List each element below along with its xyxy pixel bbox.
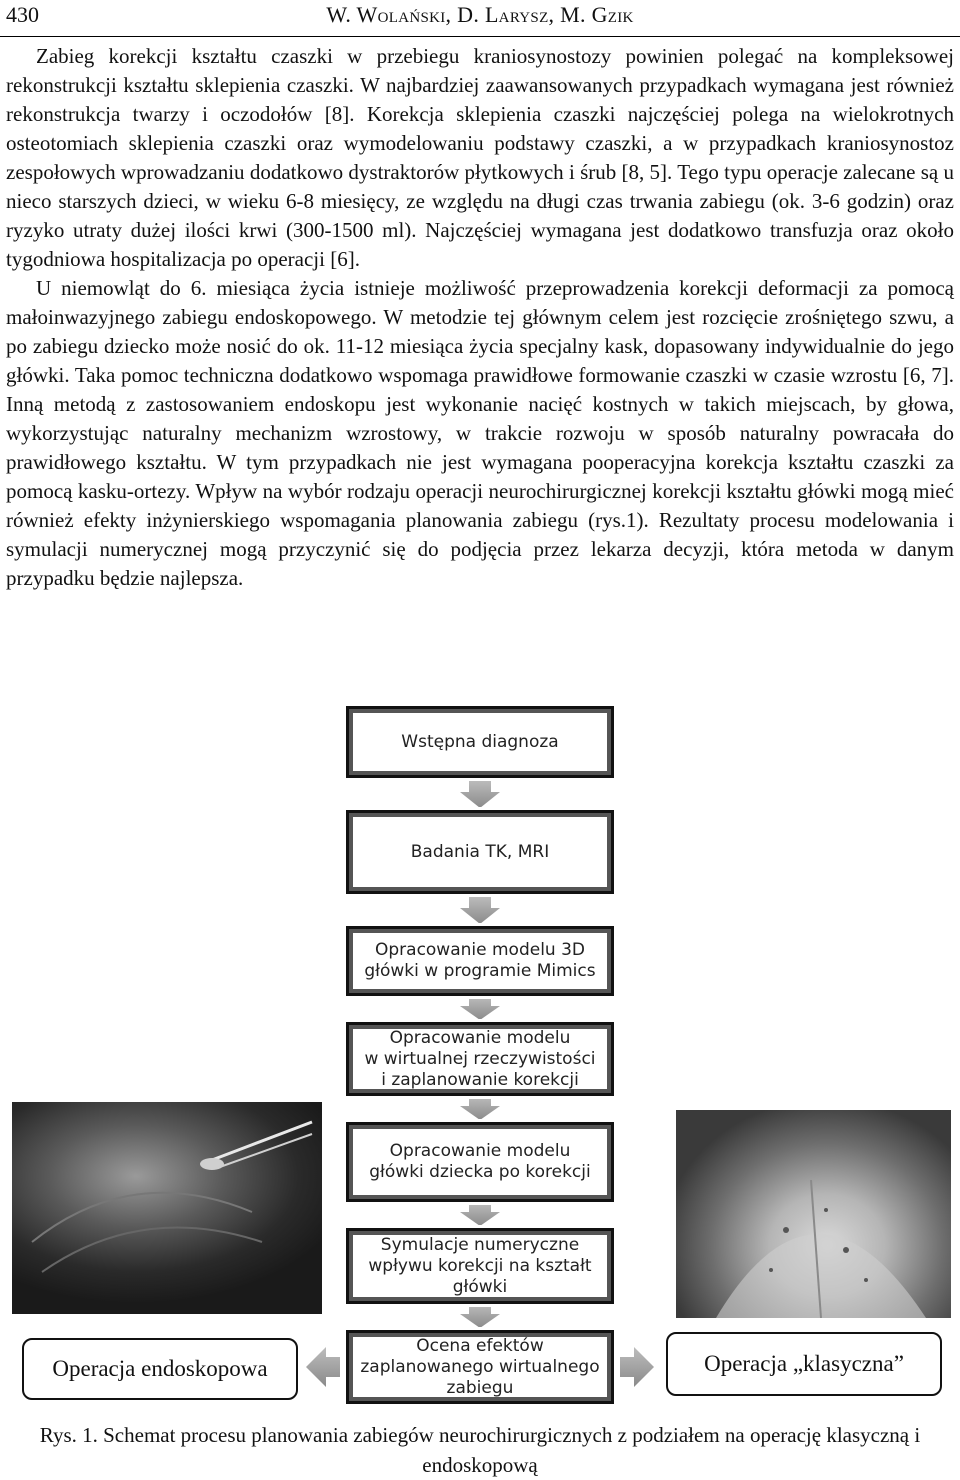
- page-header: [0, 0, 960, 37]
- down-arrow-icon: [460, 896, 500, 924]
- flow-step-label: Ocena efektów zaplanowanego wirtualnego zabiegu: [360, 1335, 600, 1398]
- down-arrow-icon: [460, 996, 500, 1020]
- paragraph: Zabieg korekcji kształtu czaszki w przebiegu kraniosynostozy powinien polegać na kompleksowej rekonstrukcji kształtu sklepienia czaszki. W najbardziej zaawansowanych przypadkach wymagana jest również rekonstrukcja twarzy i oczodołów [8]. Korekcja sklepienia czaszki najczęściej polega na wielokrotnych osteotomiach sklepienia czaszki oraz wymodelowaniu podstawy czaszki, a w przypadkach kraniosynostoz zespołowych wprowadzaniu dodatkowo dystraktorów płytkowych i śrub [8, 5]. Tego typu operacje zalecane są u nieco starszych dzieci, w wieku 6-8 miesięcy, ze względu na długi czas trwania zabiegu (ok. 3-6 godzin) oraz ryzyko utraty dużej ilości krwi (300-1500 ml). Najczęściej wymagana jest dodatkowo transfuzja oraz około tygodniowa hospitalizacja po operacji [6].: [6, 44, 954, 271]
- right-arrow-icon: [620, 1347, 654, 1387]
- flow-step-numerical-simulations: [346, 1228, 614, 1304]
- flow-step-initial-diagnosis: [346, 706, 614, 778]
- figure-caption: Rys. 1. Schemat procesu planowania zabiegów neurochirurgicznych z podziałem na operację klasyczną i endoskopową: [39, 1423, 921, 1477]
- flow-step-label: Opracowanie modelu 3D główki w programie Mimics: [364, 940, 596, 981]
- flow-step-label: Opracowanie modelu w wirtualnej rzeczywistości i zaplanowanie korekcji: [364, 1027, 596, 1090]
- flow-step-label: Symulacje numeryczne wpływu korekcji na kształt główki: [368, 1234, 592, 1297]
- figure-flowchart: [0, 700, 960, 1420]
- photo-detail: [676, 1110, 951, 1318]
- outcome-classic-operation: Operacja „klasyczna”: [666, 1332, 942, 1396]
- flow-step-evaluation: [346, 1330, 614, 1404]
- flow-step-virtual-reality-model: [346, 1022, 614, 1096]
- down-arrow-icon: [460, 1096, 500, 1120]
- running-head-authors: W. Wolański, D. Larysz, M. Gzik: [326, 2, 634, 27]
- photo-endoscopic-surgery: [12, 1102, 322, 1314]
- outcome-endoscopic-operation: Operacja endoskopowa: [22, 1338, 298, 1400]
- body-text: [6, 42, 954, 593]
- flow-step-label: Badania TK, MRI: [410, 841, 550, 862]
- flow-step-3d-model: [346, 926, 614, 996]
- flow-step-post-correction-model: [346, 1122, 614, 1202]
- down-arrow-icon: [460, 1304, 500, 1328]
- photo-classic-surgery: [676, 1110, 951, 1318]
- left-arrow-icon: [306, 1347, 340, 1387]
- flow-step-label: Wstępna diagnoza: [401, 731, 559, 752]
- down-arrow-icon: [460, 1202, 500, 1226]
- paragraph: U niemowląt do 6. miesiąca życia istnieje możliwość przeprowadzenia korekcji deformacji za pomocą małoinwazyjnego zabiegu endoskopowego. W metodzie tej głównym celem jest rozcięcie zrośniętego szwu, a po zabiegu dziecko może nosić do ok. 11-12 miesiąca życia specjalny kask, dopasowany indywidualnie do jego główki. Taka pomoc techniczna dodatkowo wspomaga prawidłowe formowanie czaszki w czasie wzrostu [6, 7]. Inną metodą z zastosowaniem endoskopu jest wykonanie nacięć kostnych w takich miejscach, by głowa, wykorzystując naturalny mechanizm wzrostowy, w trakcie rozwoju w sposób naturalny powracała do prawidłowego kształtu. W tym przypadkach nie jest wymagana pooperacyjna korekcja kształtu czaszki za pomocą kasku-ortezy. Wpływ na wybór rodzaju operacji neurochirurgicznej korekcji kształtu główki mogą mieć również efekty inżynierskiego wspomagania planowania zabiegu (rys.1). Rezultaty procesu modelowania i symulacji numerycznej mogą przyczynić się do podjęcia przez lekarza decyzji, która metoda w danym przypadku będzie najlepsza.: [6, 276, 954, 590]
- page-number: 430: [6, 2, 39, 27]
- photo-detail: [12, 1102, 322, 1314]
- flow-step-ct-mri: [346, 810, 614, 894]
- down-arrow-icon: [460, 780, 500, 808]
- flow-step-label: Opracowanie modelu główki dziecka po korekcji: [369, 1141, 591, 1182]
